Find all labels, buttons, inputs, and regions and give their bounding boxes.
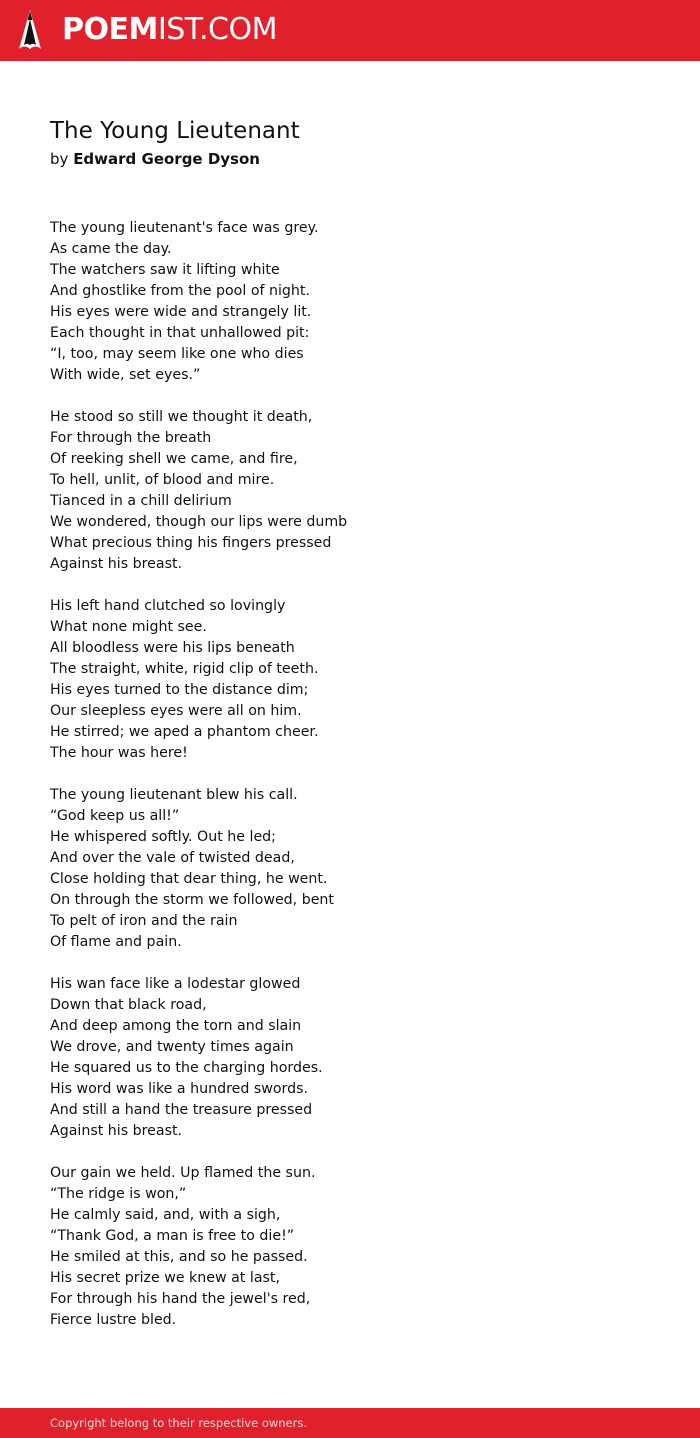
poem-line: And ghostlike from the pool of night. [50, 283, 311, 299]
poem-line: With wide, set eyes.” [50, 367, 201, 383]
poem-line: The watchers saw it lifting white [50, 262, 280, 278]
stanza [50, 974, 650, 1142]
poem-line: “Thank God, a man is free to die!” [50, 1228, 295, 1244]
poem-line: The young lieutenant blew his call. [50, 787, 298, 803]
poem-line: His left hand clutched so lovingly [50, 598, 286, 614]
poem-body [50, 218, 650, 1352]
poem-line: To pelt of iron and the rain [50, 913, 238, 929]
poem-header [50, 114, 650, 170]
site-logo-text[interactable] [62, 11, 277, 49]
poem-line: He stirred; we aped a phantom cheer. [50, 724, 319, 740]
poem-line: What none might see. [50, 619, 207, 635]
poem-line: He stood so still we thought it death, [50, 409, 313, 425]
poem-line: For through the breath [50, 430, 212, 446]
poem-line: We drove, and twenty times again [50, 1039, 294, 1055]
poem-line: The young lieutenant's face was grey. [50, 220, 319, 236]
stanza [50, 785, 650, 953]
poem-line: As came the day. [50, 241, 172, 257]
poem-line: Our gain we held. Up flamed the sun. [50, 1165, 316, 1181]
poem-line: And over the vale of twisted dead, [50, 850, 295, 866]
author-name: Edward George Dyson [73, 150, 260, 168]
poem-line: His eyes turned to the distance dim; [50, 682, 309, 698]
poem-line: His eyes were wide and strangely lit. [50, 304, 312, 320]
brand-light: IST.COM [157, 12, 277, 47]
stanza [50, 407, 650, 575]
stanza [50, 218, 650, 386]
poem-line: He smiled at this, and so he passed. [50, 1249, 308, 1265]
poem-line: To hell, unlit, of blood and mire. [50, 472, 275, 488]
poem-line: Our sleepless eyes were all on him. [50, 703, 302, 719]
site-footer [0, 1408, 700, 1438]
poem-line: Of flame and pain. [50, 934, 182, 950]
poem-line: “God keep us all!” [50, 808, 180, 824]
poem-line: Of reeking shell we came, and fire, [50, 451, 298, 467]
poem-line: All bloodless were his lips beneath [50, 640, 295, 656]
poem-line: The straight, white, rigid clip of teeth. [50, 661, 319, 677]
pen-nib-icon[interactable] [17, 9, 43, 52]
poem-line: He squared us to the charging hordes. [50, 1060, 323, 1076]
poem-line: Fierce lustre bled. [50, 1312, 177, 1328]
by-label: by [50, 150, 69, 168]
poem-line: Each thought in that unhallowed pit: [50, 325, 310, 341]
poem-line: We wondered, though our lips were dumb [50, 514, 348, 530]
poem-line: His secret prize we knew at last, [50, 1270, 280, 1286]
poem-line: On through the storm we followed, bent [50, 892, 334, 908]
poem-line: Tianced in a chill delirium [50, 493, 232, 509]
copyright-text: Copyright belong to their respective owners. [50, 1416, 308, 1430]
brand-bold: POEM [62, 12, 158, 47]
stanza [50, 596, 650, 764]
poem-title: The Young Lieutenant [50, 118, 300, 144]
poem-line: “The ridge is won,” [50, 1186, 187, 1202]
poem-line: His wan face like a lodestar glowed [50, 976, 301, 992]
poem-line: His word was like a hundred swords. [50, 1081, 309, 1097]
poem-line: Against his breast. [50, 1123, 183, 1139]
site-header [0, 0, 700, 61]
poem-line: For through his hand the jewel's red, [50, 1291, 311, 1307]
poem-line: Down that black road, [50, 997, 207, 1013]
poem-line: And still a hand the treasure pressed [50, 1102, 313, 1118]
poem-line: He calmly said, and, with a sigh, [50, 1207, 281, 1223]
poem-line: Close holding that dear thing, he went. [50, 871, 328, 887]
poem-line: What precious thing his fingers pressed [50, 535, 332, 551]
poem-line: He whispered softly. Out he led; [50, 829, 276, 845]
poem-line: Against his breast. [50, 556, 183, 572]
byline [50, 148, 650, 170]
poem-line: The hour was here! [50, 745, 188, 761]
poem-line: And deep among the torn and slain [50, 1018, 302, 1034]
poem-line: “I, too, may seem like one who dies [50, 346, 304, 362]
stanza [50, 1163, 650, 1331]
